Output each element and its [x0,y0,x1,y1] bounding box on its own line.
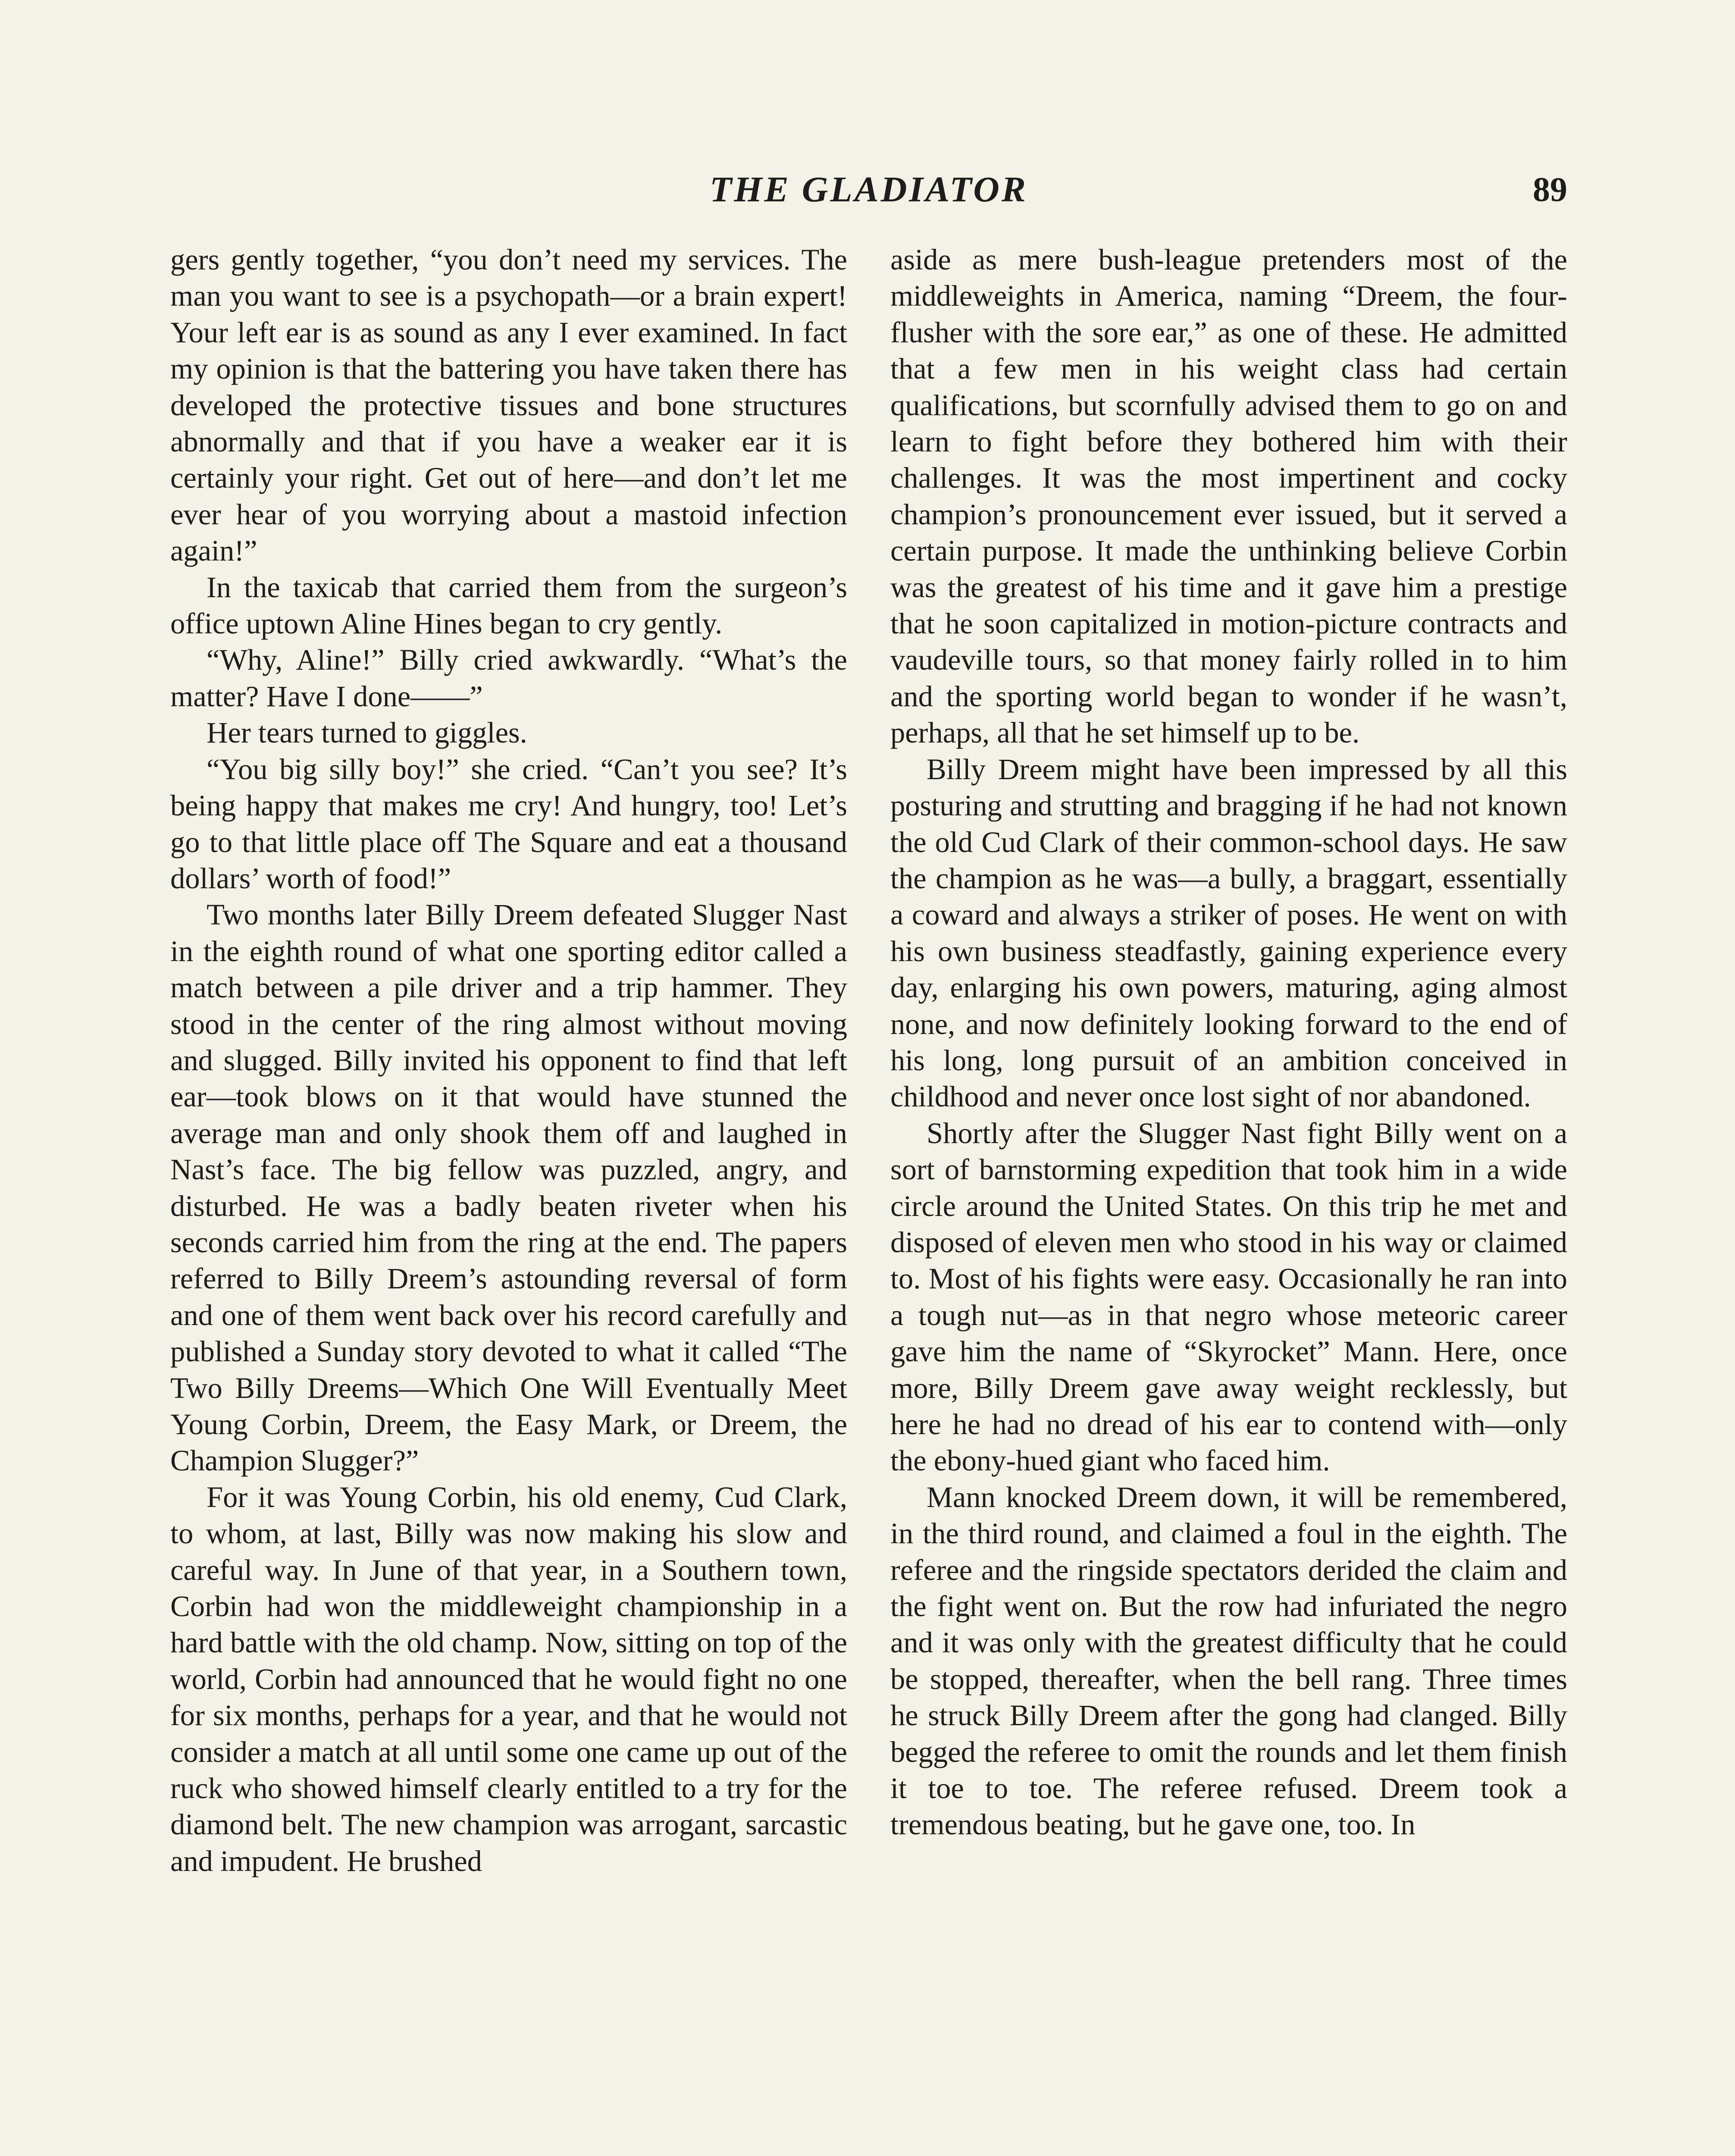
running-head: THE GLADIATOR [710,169,1028,210]
paragraph: “Why, Aline!” Billy cried awkwardly. “What’s the matter? Have I done——” [170,643,847,713]
paragraph: Billy Dreem might have been impressed by all this posturing and strutting and bragging if he had not known the old Cud Clark of their common-school days. He saw the champion as he was—a bully, a braggart, essentially a coward and always a striker of poses. He went on with his own business steadfastly, gaining experience every day, enlarging his own powers, maturing, aging almost none, and now definitely looking forward to the end of his long, long pursuit of an ambition conceived in childhood and never once lost sight of nor abandoned. [890,752,1567,1113]
paragraph: In the taxicab that carried them from the surgeon’s office uptown Aline Hines began to cry gently. [170,570,847,640]
paragraph: Two months later Billy Dreem defeated Slugger Nast in the eighth round of what one sporting editor called a match between a pile driver and a trip hammer. They stood in the center of the ring almost without moving and slugged. Billy invited his opponent to find that left ear—took blows on it that would have stunned the average man and only shook them off and laughed in Nast’s face. The big fellow was puzzled, angry, and disturbed. He was a badly beaten riveter when his seconds carried him from the ring at the end. The papers referred to Billy Dreem’s astounding reversal of form and one of them went back over his record carefully and published a Sunday story devoted to what it called “The Two Billy Dreems—Which One Will Eventually Meet Young Corbin, Dreem, the Easy Mark, or Dreem, the Champion Slugger?” [170,898,847,1477]
left-column [170,241,847,1879]
right-column [890,241,1567,1843]
paragraph: Shortly after the Slugger Nast fight Billy went on a sort of barnstorming expedition that took him in a wide circle around the United States. On this trip he met and disposed of eleven men who stood in his way or claimed to. Most of his fights were easy. Occasionally he ran into a tough nut—as in that negro whose meteoric career gave him the name of “Skyrocket” Mann. Here, once more, Billy Dreem gave away weight recklessly, but here he had no dread of his ear to contend with—only the ebony-hued giant who faced him. [890,1116,1567,1477]
page-header [170,166,1567,213]
paragraph: For it was Young Corbin, his old enemy, Cud Clark, to whom, at last, Billy was now making his slow and careful way. In June of that year, in a Southern town, Corbin had won the middleweight championship in a hard battle with the old champ. Now, sitting on top of the world, Corbin had announced that he would fight no one for six months, perhaps for a year, and that he would not consider a match at all until some one came up out of the ruck who showed himself clearly entitled to a try for the diamond belt. The new champion was arrogant, sarcastic and impudent. He brushed [170,1480,847,1877]
paragraph: gers gently together, “you don’t need my services. The man you want to see is a psychopath—or a brain expert! Your left ear is as sound as any I ever examined. In fact my opinion is that the battering you have taken there has developed the protective tissues and bone structures abnormally and that if you have a weaker ear it is certainly your right. Get out of here—and don’t let me ever hear of you worrying about a mastoid infection again!” [170,243,847,567]
paragraph: aside as mere bush-league pretenders most of the middleweights in America, naming “Dreem, the four-flusher with the sore ear,” as one of these. He admitted that a few men in his weight class had certain qualifications, but scornfully advised them to go on and learn to fight before they bothered him with their challenges. It was the most impertinent and cocky champion’s pronouncement ever issued, but it served a certain purpose. It made the unthinking believe Corbin was the greatest of his time and it gave him a prestige that he soon capitalized in motion-picture contracts and vaudeville tours, so that money fairly rolled in to him and the sporting world began to wonder if he wasn’t, perhaps, all that he set himself up to be. [890,243,1567,749]
paragraph: Mann knocked Dreem down, it will be remembered, in the third round, and claimed a foul in the eighth. The referee and the ringside spectators derided the claim and the fight went on. But the row had infuriated the negro and it was only with the greatest difficulty that he could be stopped, thereafter, when the bell rang. Three times he struck Billy Dreem after the gong had clanged. Billy begged the referee to omit the rounds and let them finish it toe to toe. The referee refused. Dreem took a tremendous beating, but he gave one, too. In [890,1480,1567,1841]
paragraph: Her tears turned to giggles. [207,716,527,749]
paragraph: “You big silly boy!” she cried. “Can’t you see? It’s being happy that makes me cry! And hungry, too! Let’s go to that little place off The Square and eat a thousand dollars’ worth of food!” [170,752,847,895]
page-number: 89 [1533,171,1567,209]
